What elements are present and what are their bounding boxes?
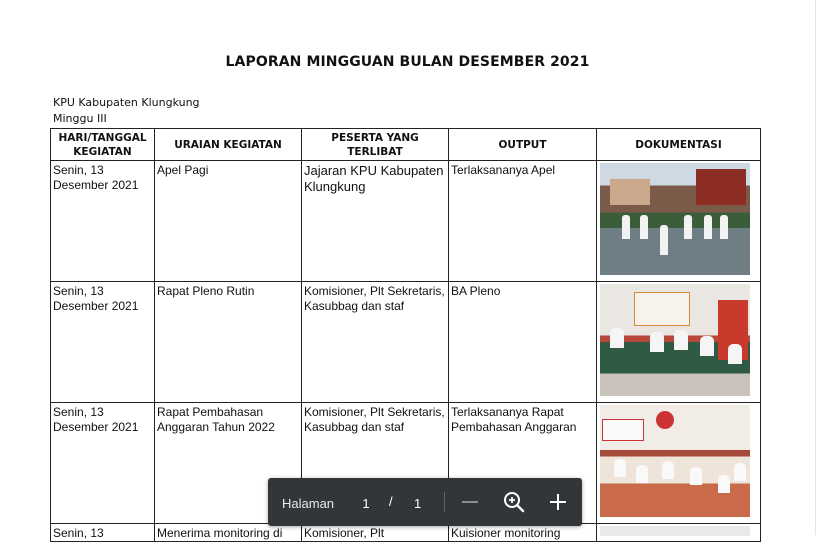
header-participants: PESERTA YANG TERLIBAT	[302, 129, 449, 161]
table-row	[51, 161, 761, 282]
table-row	[51, 282, 761, 403]
cell-activity: Apel Pagi	[155, 161, 302, 282]
header-output: OUTPUT	[449, 129, 597, 161]
current-page-input[interactable]: 1	[362, 496, 370, 511]
header-documentation: DOKUMENTASI	[597, 129, 761, 161]
cell-documentation	[597, 524, 761, 542]
week-label: Minggu III	[53, 112, 107, 125]
zoom-out-button[interactable]	[456, 488, 484, 516]
cell-date: Senin, 13 Desember 2021	[51, 403, 155, 524]
organization-name: KPU Kabupaten Klungkung	[53, 96, 200, 109]
table-header-row	[51, 129, 761, 161]
cell-participants: Komisioner, Plt Sekretaris, Kasubbag dan staf	[302, 282, 449, 403]
page-label: Halaman	[282, 496, 335, 511]
cell-output: Kuisioner monitoring	[449, 524, 597, 542]
cell-activity: Rapat Pleno Rutin	[155, 282, 302, 403]
header-activity: URAIAN KEGIATAN	[155, 129, 302, 161]
page-separator: /	[389, 494, 393, 509]
cell-documentation	[597, 282, 761, 403]
cell-participants: Jajaran KPU Kabupaten Klungkung	[302, 161, 449, 282]
table-row	[51, 524, 761, 542]
cell-documentation	[597, 161, 761, 282]
zoom-fit-button[interactable]	[500, 488, 528, 516]
cell-output: BA Pleno	[449, 282, 597, 403]
photo-morning-assembly	[600, 163, 750, 275]
zoom-in-button[interactable]	[544, 488, 572, 516]
photo-budget-meeting	[600, 405, 750, 517]
plus-icon	[544, 488, 572, 516]
cell-activity: Rapat Pembahasan Anggaran Tahun 2022	[155, 403, 302, 524]
photo-plenary-meeting	[600, 284, 750, 396]
cell-participants: Komisioner, Plt	[302, 524, 449, 542]
cell-date: Senin, 13 Desember 2021	[51, 282, 155, 403]
zoom-in-icon	[500, 488, 528, 516]
cell-date: Senin, 13 Desember 2021	[51, 161, 155, 282]
cell-activity: Menerima monitoring di	[155, 524, 302, 542]
toolbar-divider	[444, 492, 445, 512]
header-date: HARI/TANGGAL KEGIATAN	[51, 129, 155, 161]
cell-date: Senin, 13	[51, 524, 155, 542]
cell-output: Terlaksananya Rapat Pembahasan Anggaran	[449, 403, 597, 524]
report-title: LAPORAN MINGGUAN BULAN DESEMBER 2021	[225, 54, 590, 70]
cell-output: Terlaksananya Apel	[449, 161, 597, 282]
total-pages: 1	[414, 496, 422, 511]
cell-documentation	[597, 403, 761, 524]
cell-participants: Komisioner, Plt Sekretaris, Kasubbag dan staf	[302, 403, 449, 524]
minus-icon	[456, 488, 484, 516]
pdf-toolbar	[268, 478, 582, 526]
